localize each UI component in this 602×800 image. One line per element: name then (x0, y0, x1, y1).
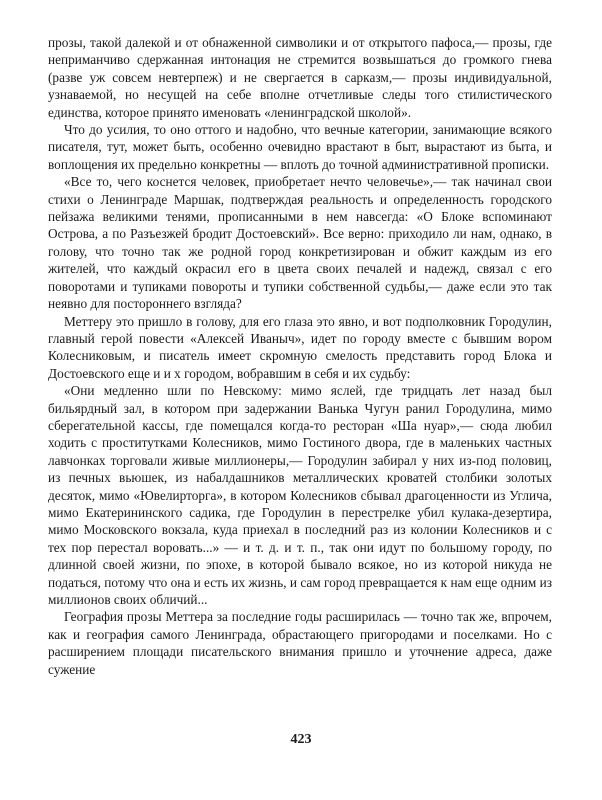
paragraph-3: «Все то, чего коснется человек, приобретает нечто человечье»,— так начинал свои стихи о Ленинграде Маршак, подтверждая реальность и определенность городского пейзажа великими тенями, прописанными в нем навсегда: «О Блоке вспоминают Острова, а по Разъезжей бродит Достоевский». Все верно: приходило ли нам, однако, в голову, что точно так же родной город конкретизирован и обжит каждым из его жителей, что каждый окрасил его в цвета своих печалей и надежд, связал с его поворотами и тупиками повороты и тупики собственной судьбы,— даже если это так неявно для постороннего взгляда? (48, 174, 552, 312)
paragraph-1: прозы, такой далекой и от обнаженной символики и от открытого пафоса,— прозы, где неприманчиво сдержанная интонация не стремится возвышаться до громкого гнева (разве уж совсем невтерпеж) и не свергается в сарказм,— прозы индивидуальной, узнаваемой, но несущей на себе вполне отчетливые следы того стилистического единства, которое принято именовать «ленинградской школой». (48, 35, 552, 120)
page-number: 423 (290, 732, 312, 747)
paragraph-4: Меттеру это пришло в голову, для его глаза это явно, и вот подполковник Городулин, главный герой повести «Алексей Иваныч», идет по городу вместе с бывшим вором Колесниковым, и писатель имеет скромную смелость представить город Блока и Достоевского еще и и х городом, вобравшим в себя и их судьбу: (48, 313, 552, 381)
paragraph-5: «Они медленно шли по Невскому: мимо яслей, где тридцать лет назад был бильярдный зал, в котором при задержании Ванька Чугун ранил Городулина, мимо сберегательной кассы, где помещался когда-то ресторан «Ша нуар»,— сюда любил ходить с проститутками Колесников, мимо Гостиного двора, где в маленьких частных лавчонках торговали живые миллионеры,— Городулин забирал у них из-под половиц, из печных вьюшек, из набалдашников металлических кроватей столбики золотых десяток, мимо «Ювелирторга», в котором Колесников сбывал драгоценности из Углича, мимо Екатерининского садика, где Городулин в перестрелке убил кулака-дезертира, мимо Московского вокзала, куда приехал в последний раз из колонии Колесников и с тех пор перестал воровать...» — и т. д. и т. п., так они идут по большому городу, по длинной своей жизни, по эпохе, в которой бывало всякое, но из которой никуда не податься, потому что она и есть их жизнь, и сам город превращается к нам еще одним из миллионов своих обличий... (48, 383, 552, 607)
page-text (48, 34, 552, 678)
paragraph-6: География прозы Меттера за последние годы расширилась — точно так же, впрочем, как и география самого Ленинграда, обрастающего пригородами и поселками. Но с расширением площади писательского внимания пришло и уточнение адреса, даже сужение (48, 609, 552, 677)
paragraph-2: Что до усилия, то оно оттого и надобно, что вечные категории, занимающие всякого писателя, тут, может быть, особенно очевидно врастают в быт, вырастают из быта, и воплощения их предельно конкретны — вплоть до точной административной прописки. (48, 122, 552, 172)
